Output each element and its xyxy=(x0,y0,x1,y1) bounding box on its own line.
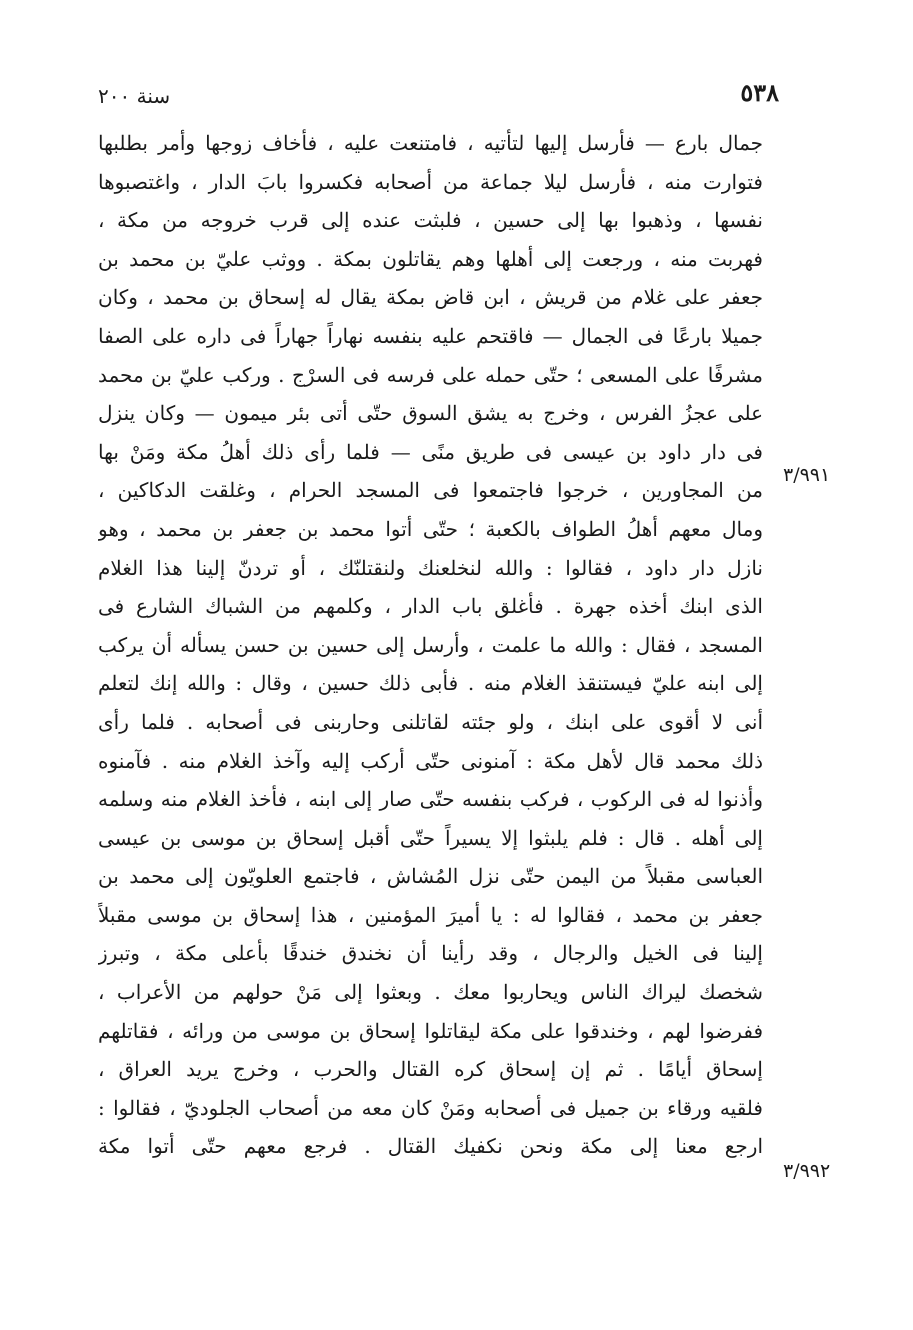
text-line: الذى ابنك أخذه جهرة . فأغلق باب الدار ، وكلمهم من الشباك الشارع فى xyxy=(98,594,763,619)
text-line: فى دار داود بن عيسى فى طريق منًى — فلما رأى ذلك أهلُ مكة ومَنْ بها xyxy=(98,439,763,464)
running-header-year: سنة ٢٠٠ xyxy=(98,84,171,108)
text-line: مشرفًا على المسعى ؛ حتّى حمله على فرسه فى السرْج . وركب عليّ بن محمد xyxy=(98,362,763,387)
text-line: نازل دار داود ، فقالوا : والله لنخلعنك ولنقتلنّك ، أو تردنّ إلينا هذا الغلام xyxy=(98,555,763,580)
body-text xyxy=(98,124,763,1166)
text-line: إلى ابنه عليّ فيستنقذ الغلام منه . فأبى ذلك حسين ، وقال : والله إنك لتعلم xyxy=(98,671,763,696)
text-line: فلقيه ورقاء بن جميل فى أصحابه ومَنْ كان معه من أصحاب الجلوديّ ، فقالوا : xyxy=(98,1095,763,1120)
text-line: المسجد ، فقال : والله ما علمت ، وأرسل إلى حسين بن حسن يسأله أن يركب xyxy=(98,632,763,657)
margin-reference: ٣/٩٩١ xyxy=(783,464,831,486)
text-line: ومال معهم أهلُ الطواف بالكعبة ؛ حتّى أتوا محمد بن جعفر بن محمد ، وهو xyxy=(98,516,763,541)
text-line: العباسى مقبلاً من اليمن حتّى نزل المُشاش ، فاجتمع العلويّون إلى محمد بن xyxy=(98,864,763,889)
margin-reference: ٣/٩٩٢ xyxy=(783,1160,831,1182)
text-line: نفسها ، وذهبوا بها إلى حسين ، فلبثت عنده إلى قرب خروجه من مكة ، xyxy=(98,208,763,233)
text-line: أنى لا أقوى على ابنك ، ولو جئته لقاتلنى وحاربنى فى أصحابه . فلما رأى xyxy=(98,709,763,734)
text-line: إلينا فى الخيل والرجال ، وقد رأينا أن نخندق خندقًا بأعلى مكة ، وتبرز xyxy=(98,941,763,966)
text-line: ارجع معنا إلى مكة ونحن نكفيك القتال . فرجع معهم حتّى أتوا مكة xyxy=(98,1134,763,1159)
text-line: شخصك ليراك الناس ويحاربوا معك . وبعثوا إلى مَنْ حولهم من الأعراب ، xyxy=(98,980,763,1005)
text-line: ففرضوا لهم ، وخندقوا على مكة ليقاتلوا إسحاق بن موسى من ورائه ، فقاتلهم xyxy=(98,1018,763,1043)
text-line: فتوارت منه ، فأرسل ليلا جماعة من أصحابه فكسروا بابَ الدار ، واغتصبوها xyxy=(98,169,763,194)
page-number: ٥٣٨ xyxy=(740,78,779,107)
text-line: على عجزُ الفرس ، وخرج به يشق السوق حتّى أتى بئر ميمون — وكان ينزل xyxy=(98,401,763,426)
text-line: جعفر على غلام من قريش ، ابن قاض بمكة يقال له إسحاق بن محمد ، وكان xyxy=(98,285,763,310)
text-line: جمال بارع — فأرسل إليها لتأتيه ، فامتنعت عليه ، فأخاف زوجها وأمر بطلبها xyxy=(98,131,763,155)
text-line: من المجاورين ، خرجوا فاجتمعوا فى المسجد الحرام ، وغلقت الدكاكين ، xyxy=(98,478,763,503)
text-line: وأذنوا له فى الركوب ، فركب بنفسه حتّى صار إلى ابنه ، فأخذ الغلام منه وسلمه xyxy=(98,787,763,812)
text-line: فهربت منه ، ورجعت إلى أهلها وهم يقاتلون بمكة . ووثب عليّ بن محمد بن xyxy=(98,246,763,271)
text-line: إلى أهله . قال : فلم يلبثوا إلا يسيراً حتّى أقبل إسحاق بن موسى بن عيسى xyxy=(98,825,763,850)
text-line: إسحاق أيامًا . ثم إن إسحاق كره القتال والحرب ، وخرج يريد العراق ، xyxy=(98,1057,763,1082)
text-line: جعفر بن محمد ، فقالوا له : يا أميرَ المؤمنين ، هذا إسحاق بن موسى مقبلاً xyxy=(98,902,763,927)
text-line: جميلا بارعًا فى الجمال — فاقتحم عليه بنفسه نهاراً جهاراً فى داره على الصفا xyxy=(98,323,763,348)
text-line: ذلك محمد قال لأهل مكة : آمنونى حتّى أركب إليه وآخذ الغلام منه . فآمنوه xyxy=(98,748,763,773)
